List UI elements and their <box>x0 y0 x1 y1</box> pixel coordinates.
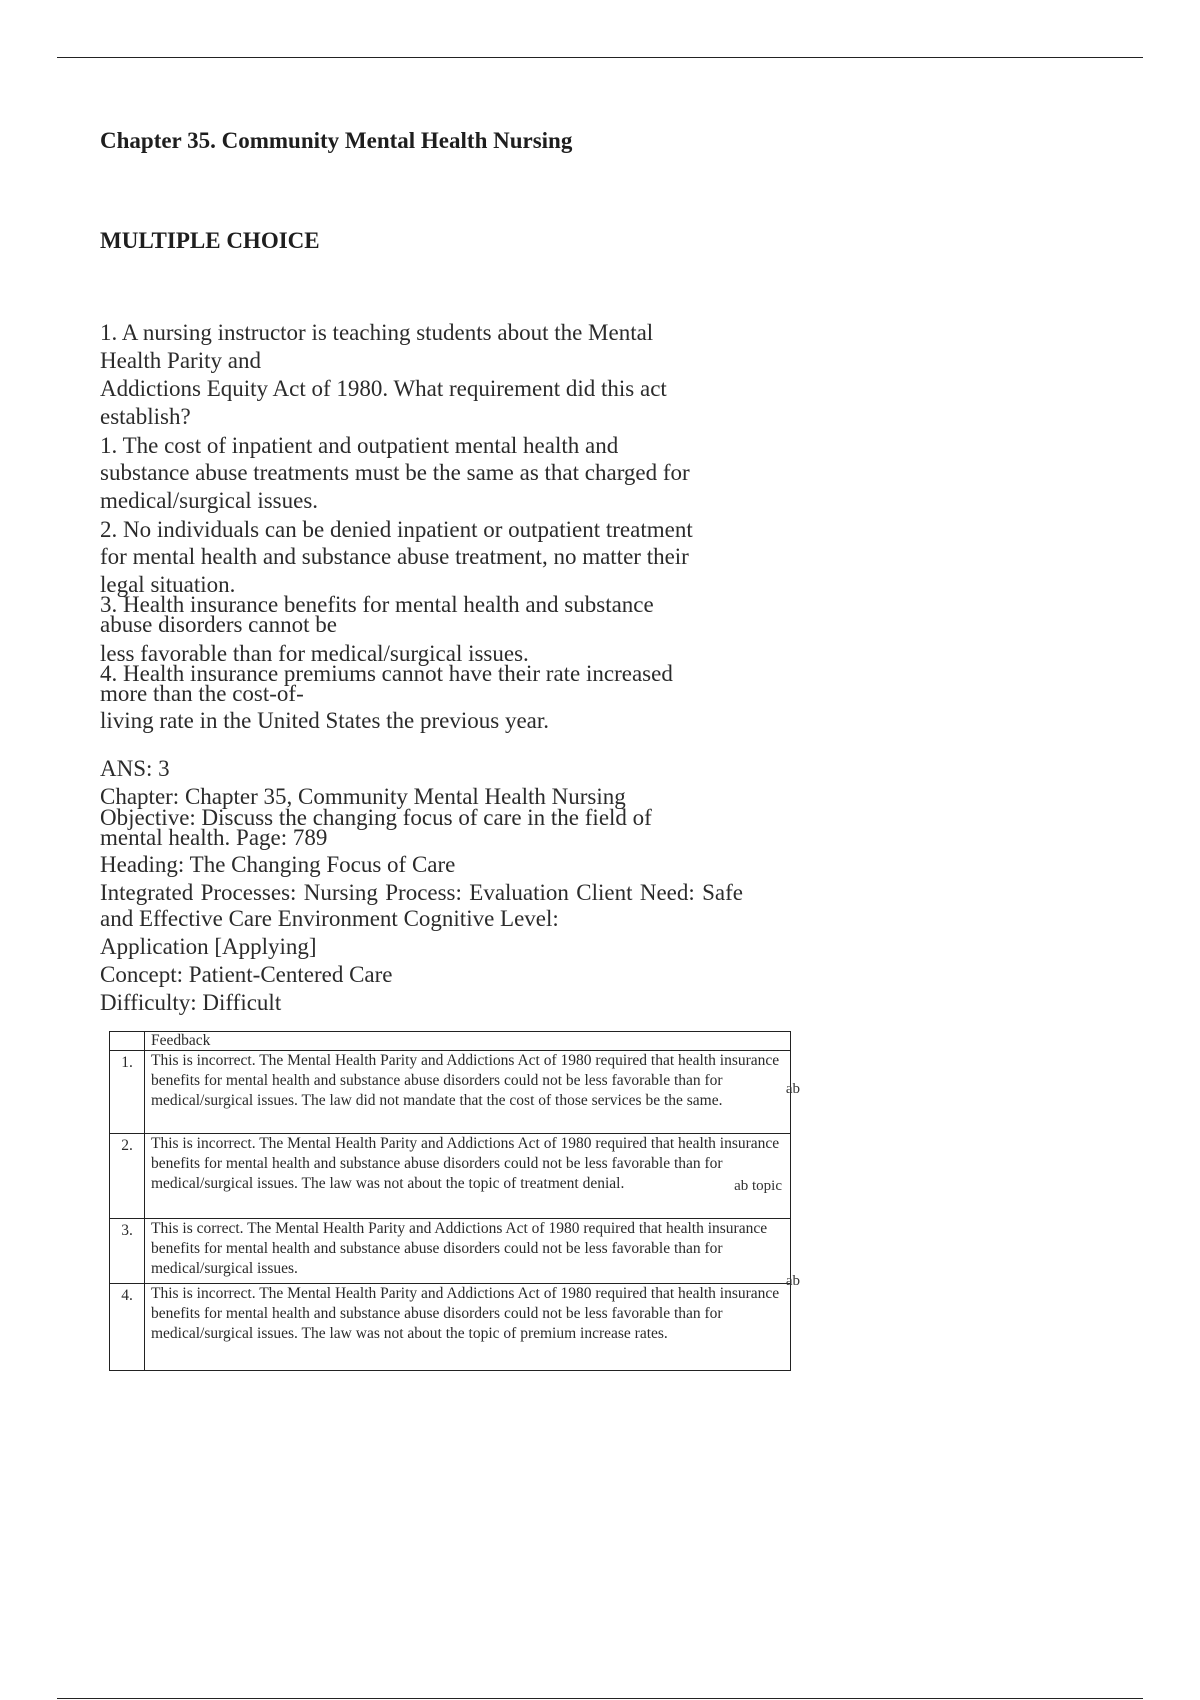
feedback-row <box>110 1219 791 1284</box>
integrated-processes-meta: Integrated Processes: Nursing Process: Evaluation Client Need: Safe and Effective Care Environment Cognitive Level: <box>100 880 743 931</box>
feedback-row-number: 2. <box>110 1134 145 1219</box>
objective-meta: mental health. Page: 789 <box>100 825 328 850</box>
option-4-line: living rate in the United States the previous year. <box>100 708 550 733</box>
feedback-row <box>110 1051 791 1134</box>
option-1-line: medical/surgical issues. <box>100 488 319 513</box>
option-3-line: abuse disorders cannot be <box>100 612 337 637</box>
top-rule <box>57 57 1143 58</box>
feedback-header: Feedback <box>145 1032 791 1051</box>
feedback-row-cell <box>145 1051 800 1134</box>
answer-label: ANS: 3 <box>100 756 170 781</box>
option-1-line: 1. The cost of inpatient and outpatient mental health and <box>100 433 619 458</box>
feedback-row <box>110 1284 791 1371</box>
difficulty-meta: Difficulty: Difficult <box>100 990 282 1015</box>
question-stem-line: Health Parity and <box>100 348 261 373</box>
heading-meta: Heading: The Changing Focus of Care <box>100 852 456 877</box>
feedback-row-number: 3. <box>110 1219 145 1284</box>
feedback-row-text: This is incorrect. The Mental Health Parity and Addictions Act of 1980 required that health insurance benefits for mental health and substance abuse disorders could not be less favorable than for medical/surgical issues. The law was not about the topic of treatment denial. <box>151 1135 780 1192</box>
feedback-row-text: This is correct. The Mental Health Parity and Addictions Act of 1980 required that health insurance benefits for mental health and substance abuse disorders could not be less favorable than for medical/surgical issues. <box>151 1220 768 1277</box>
chapter-meta: Chapter: Chapter 35, Community Mental Health Nursing <box>100 784 626 809</box>
feedback-row-text: This is incorrect. The Mental Health Parity and Addictions Act of 1980 required that health insurance benefits for mental health and substance abuse disorders could not be less favorable than for medical/surgical issues. The law was not about the topic of premium increase rates. <box>151 1285 780 1342</box>
objective-meta: Objective: Discuss the changing focus of care in the field of <box>100 805 652 830</box>
option-2-line: for mental health and substance abuse treatment, no matter their <box>100 544 689 569</box>
feedback-row-cell <box>145 1284 791 1371</box>
feedback-header-blank <box>110 1032 145 1051</box>
feedback-row-number: 1. <box>110 1051 145 1134</box>
question-stem-line: establish? <box>100 404 191 429</box>
option-4-line: more than the cost-of- <box>100 681 304 706</box>
section-heading: MULTIPLE CHOICE <box>100 228 320 253</box>
feedback-row-tag: ab topic <box>734 1178 782 1194</box>
question-stem-line: 1. A nursing instructor is teaching students about the Mental <box>100 320 654 345</box>
feedback-row-cell <box>145 1219 800 1289</box>
feedback-row <box>110 1134 791 1219</box>
concept-meta: Concept: Patient-Centered Care <box>100 962 393 987</box>
feedback-row-tag: ab <box>785 1081 800 1097</box>
option-3-line: 3. Health insurance benefits for mental health and substance <box>100 592 654 617</box>
question-stem-line: Addictions Equity Act of 1980. What requirement did this act <box>100 376 667 401</box>
document-title: Chapter 35. Community Mental Health Nursing <box>100 128 573 153</box>
feedback-row-text: This is incorrect. The Mental Health Parity and Addictions Act of 1980 required that health insurance benefits for mental health and substance abuse disorders could not be less favorable than for medical/surgical issues. The law did not mandate that the cost of those services be the same. <box>151 1052 780 1109</box>
feedback-header-row <box>110 1032 791 1051</box>
option-2-line: legal situation. <box>100 572 236 597</box>
option-2-line: 2. No individuals can be denied inpatient or outpatient treatment <box>100 517 693 542</box>
feedback-row-cell <box>145 1134 791 1219</box>
feedback-row-number: 4. <box>110 1284 145 1371</box>
option-4-line: 4. Health insurance premiums cannot have their rate increased <box>100 661 673 686</box>
bottom-rule <box>57 1698 1143 1699</box>
application-meta: Application [Applying] <box>100 934 317 959</box>
feedback-table <box>109 1031 800 1371</box>
feedback-row-tag: ab <box>785 1273 800 1289</box>
option-3-line: less favorable than for medical/surgical issues. <box>100 641 529 666</box>
option-1-line: substance abuse treatments must be the same as that charged for <box>100 460 690 485</box>
